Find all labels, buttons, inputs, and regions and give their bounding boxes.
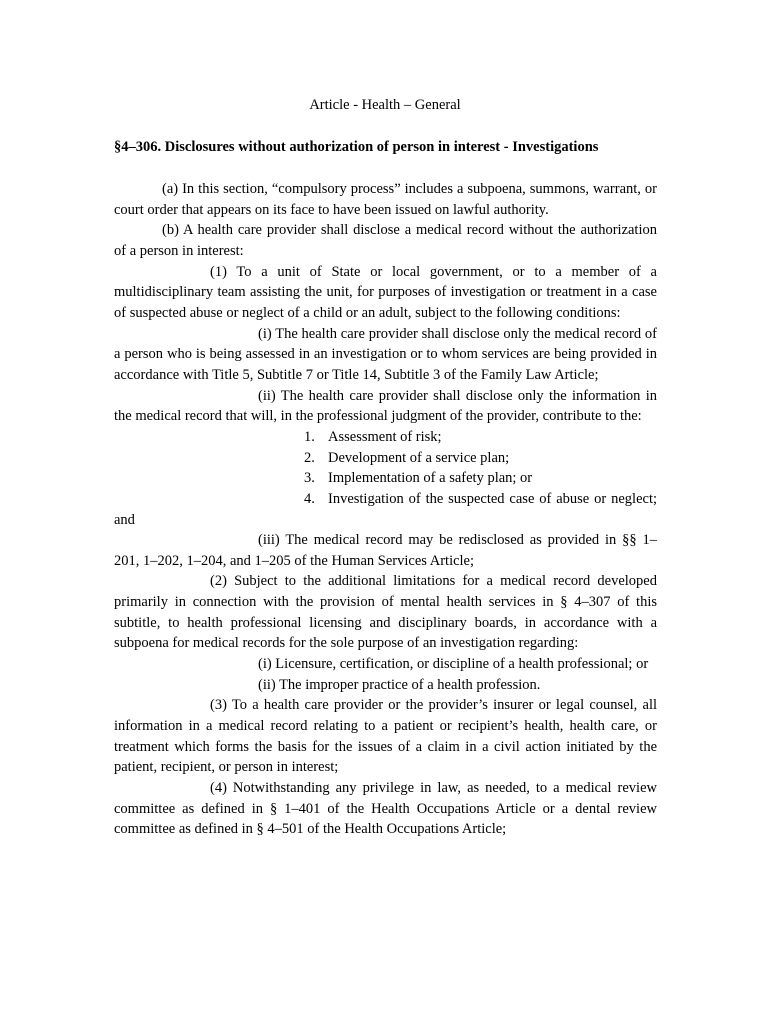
list-item-text: Implementation of a safety plan; or	[328, 470, 533, 487]
list-item	[114, 427, 657, 448]
paragraph-b-2-ii: (ii) The improper practice of a health profession.	[258, 676, 541, 693]
list-item-text: Development of a service plan;	[328, 449, 510, 466]
list-item-text: Investigation of the suspected case of abuse or neglect; and	[114, 490, 657, 528]
paragraph-b-4: (4) Notwithstanding any privilege in law, as needed, to a medical review committee as defined in § 1–401 of the Health Occupations Article or a dental review committee as defined in § 4–501 of the Health Occupations Article;	[114, 780, 657, 838]
article-title: Article - Health – General	[309, 97, 461, 113]
paragraph-b-1-ii: (ii) The health care provider shall disclose only the information in the medical record that will, in the professional judgment of the provider, contribute to the:	[114, 387, 657, 425]
list-item	[114, 468, 657, 489]
list-item-number: 4.	[304, 490, 315, 507]
paragraph-b-2-i: (i) Licensure, certification, or discipline of a health professional; or	[258, 656, 649, 673]
paragraph-b-1: (1) To a unit of State or local government, or to a member of a multidisciplinary team assisting the unit, for purposes of investigation or treatment in a case of suspected abuse or neglect of a child or an adult, subject to the following conditions:	[114, 263, 657, 321]
list-item	[114, 489, 657, 530]
paragraph-a: (a) In this section, “compulsory process” includes a subpoena, summons, warrant, or court order that appears on its face to have been issued on lawful authority.	[114, 181, 657, 218]
list-item	[114, 448, 657, 469]
paragraph-b-1-i: (i) The health care provider shall disclose only the medical record of a person who is being assessed in an investigation or to whom services are being provided in accordance with Title 5, Subtitle 7 or Title 14, Subtitle 3 of the Family Law Article;	[114, 325, 657, 383]
list-item-text: Assessment of risk;	[328, 428, 442, 445]
list-item-number: 1.	[304, 428, 315, 445]
section-heading: §4–306. Disclosures without authorization of person in interest - Investigations	[114, 139, 599, 155]
section-body	[114, 179, 657, 840]
paragraph-b: (b) A health care provider shall disclose a medical record without the authorization of a person in interest:	[114, 222, 657, 259]
paragraph-b-1-iii: (iii) The medical record may be redisclosed as provided in §§ 1–201, 1–202, 1–204, and 1–205 of the Human Services Article;	[114, 532, 657, 569]
list-item-number: 3.	[304, 470, 315, 487]
paragraph-b-2: (2) Subject to the additional limitations for a medical record developed primarily in connection with the provision of mental health services in § 4–307 of this subtitle, to health professional licensing and disciplinary boards, in accordance with a subpoena for medical records for the sole purpose of an investigation regarding:	[114, 573, 657, 652]
paragraph-b-3: (3) To a health care provider or the provider’s insurer or legal counsel, all information in a medical record relating to a patient or recipient’s health, health care, or treatment which forms the basis for the issues of a claim in a civil action initiated by the patient, recipient, or person in interest;	[114, 697, 657, 776]
list-item-number: 2.	[304, 449, 315, 466]
